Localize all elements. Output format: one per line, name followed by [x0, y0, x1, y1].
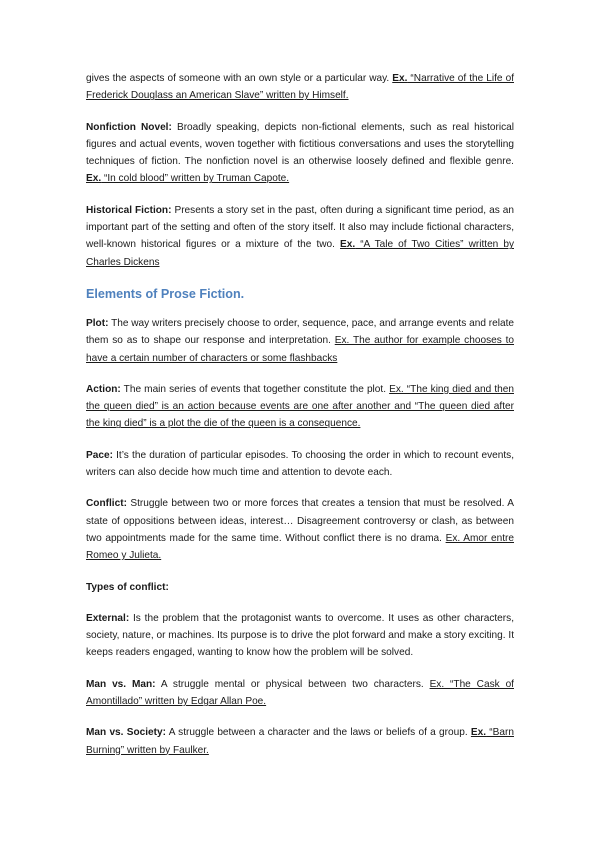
types-heading-text: Types of conflict:: [86, 581, 169, 593]
paragraph-man-vs-man: [86, 676, 514, 711]
term-nonfiction-novel: Nonfiction Novel:: [86, 121, 172, 133]
example-label: Ex.: [470, 727, 487, 739]
section-heading: Elements of Prose Fiction.: [86, 286, 245, 301]
paragraph-pace: [86, 447, 514, 482]
example-label: Ex.: [392, 73, 408, 84]
definition-conflict: Struggle between two or more forces that creates a tension that must be resolved. A state of oppositions between ideas, interest… Disagreement controversy or clash, as between two appointments made for the same time. Without conflict there is no drama.: [86, 498, 514, 544]
paragraph-historical-fiction: [86, 202, 514, 271]
man-vs-man-example: Ex. “The Cask of Amontillado” written by Edgar Allan Poe.: [86, 678, 514, 708]
term-man-vs-society: Man vs. Society:: [86, 727, 167, 739]
example-text: “Narrative of the Life of Frederick Douglass an American Slave” written by Himself.: [86, 73, 514, 102]
definition-historical-fiction: Presents a story set in the past, often during a significant time period, as an important part of the setting and often of the story itself. It also may include fictional characters, well-known historical figures or a mixture of the two.: [86, 204, 514, 251]
definition-nonfiction-novel: Broadly speaking, depicts non-fictional elements, such as real historical figures and actual events, woven together with fictitious conversations and uses the storytelling techniques of fiction. The nonfiction novel is an otherwise loosely defined and flexible genre.: [86, 121, 514, 168]
term-plot: Plot:: [86, 317, 109, 329]
types-of-conflict-heading: [86, 579, 514, 596]
term-external: External:: [86, 612, 130, 624]
paragraph-man-vs-society: [86, 724, 514, 759]
example-text: “A Tale of Two Cities” written by Charles Dickens: [86, 239, 514, 268]
example-text: “In cold blood” written by Truman Capote.: [101, 173, 290, 185]
nonfiction-example: [86, 173, 289, 184]
example-text: “Barn Burning” written by Faulker.: [86, 727, 514, 756]
definition-action: The main series of events that together constitute the plot.: [120, 383, 390, 395]
paragraph-continuation: [86, 70, 514, 105]
example-label: Ex.: [86, 173, 102, 185]
paragraph-plot: [86, 315, 514, 367]
term-historical-fiction: Historical Fiction:: [86, 204, 172, 216]
plot-example: Ex. The author for example chooses to have a certain number of characters or some flashbacks: [86, 335, 515, 364]
definition-man-vs-society: A struggle between a character and the laws or beliefs of a group.: [166, 727, 471, 739]
definition-plot: The way writers precisely choose to order, sequence, pace, and arrange events and relate them so as to shape our response and interpretation.: [86, 317, 514, 347]
continuation-text: gives the aspects of someone with an own style or a particular way.: [86, 73, 393, 84]
term-conflict: Conflict:: [86, 498, 127, 510]
paragraph-conflict: [86, 495, 514, 564]
paragraph-nonfiction-novel: [86, 119, 514, 188]
conflict-example: Ex. Amor entre Romeo y Julieta.: [86, 532, 514, 562]
definition-pace: It’s the duration of particular episodes. To choosing the order in which to recount events, writers can also decide how much time and attention to devote each.: [86, 449, 514, 479]
paragraph-external: [86, 610, 514, 662]
action-example: Ex. “The king died and then the queen died” is an action because events are one after another and “The queen died after the king died” is a plot the die of the queen is a consequence.: [86, 383, 514, 430]
definition-man-vs-man: A struggle mental or physical between two characters.: [155, 678, 430, 690]
term-pace: Pace:: [86, 449, 113, 461]
definition-external: Is the problem that the protagonist wants to overcome. It uses as other characters, society, nature, or machines. Its purpose is to drive the plot forward and make a story exciting. It keeps readers engaged, wanting to know how the problem will be solved.: [86, 612, 514, 659]
paragraph-action: [86, 381, 514, 433]
example-label: Ex.: [340, 239, 356, 251]
term-action: Action:: [86, 383, 121, 395]
term-man-vs-man: Man vs. Man:: [86, 678, 156, 690]
